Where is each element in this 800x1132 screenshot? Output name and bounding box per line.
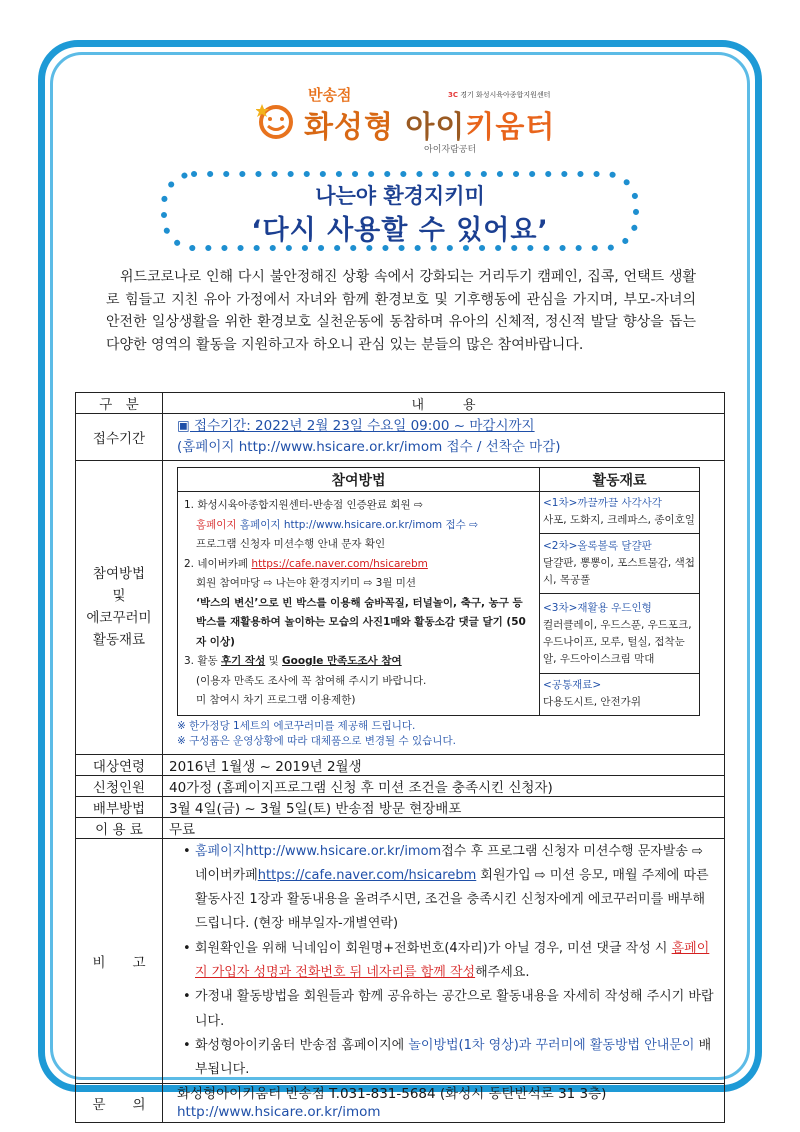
remarks-label: 비 고 — [76, 838, 163, 1084]
header-col2: 내 용 — [163, 393, 725, 414]
remark-2 — [195, 937, 716, 986]
remark-4-highlight: 놀이방법(1차 영상)과 꾸러미에 활동방법 안내문이 — [408, 1037, 695, 1053]
reception-homepage: (홈페이지 http://www.hsicare.or.kr/imom 접수 / 선착순 마감) — [177, 439, 561, 455]
material-header: 활동재료 — [540, 468, 700, 492]
step1-homepage-label: 홈페이지 — [196, 518, 240, 531]
method-steps — [178, 492, 540, 716]
method-header: 참여방법 — [178, 468, 540, 492]
participation-label-1: 참여방법 — [92, 566, 146, 583]
center-badge — [448, 90, 550, 100]
reception-period: ▣ 접수기간: 2022년 2월 23일 수요일 09:00 ~ 마감시까지 — [177, 418, 535, 434]
fee-label: 이 용 료 — [76, 817, 163, 838]
contact-row — [76, 1084, 725, 1123]
remark-4-text: 화성형아이키움터 반송점 홈페이지에 — [195, 1037, 409, 1053]
participation-label-3: 에코꾸러미 — [86, 610, 152, 627]
logo-tagline: 아이자람공터 — [424, 145, 477, 155]
material-4-head: <공통재료> — [543, 679, 602, 692]
remark-2-highlight: 홈페이지 가입자 성명과 전화번호 뒤 네자리를 함께 작성 — [195, 940, 710, 980]
note-1: ※ 한가정당 1세트의 에코꾸러미를 제공해 드립니다. — [177, 719, 416, 732]
reception-label: 접수기간 — [76, 414, 163, 461]
participation-content — [163, 461, 725, 755]
step2-prefix: 2. 네이버카페 — [184, 557, 252, 570]
step2-line1 — [184, 555, 533, 575]
reception-content — [163, 414, 725, 461]
logo-name-part3: 키움터 — [465, 110, 556, 145]
logo — [256, 78, 586, 158]
step3-and: 및 — [265, 655, 283, 667]
method-table — [177, 467, 700, 716]
material-4 — [540, 673, 700, 715]
distribution-row — [76, 796, 725, 817]
step1-homepage[interactable]: 홈페이지 http://www.hsicare.or.kr/imom 접수 ⇨ — [239, 518, 478, 531]
logo-sub-name: 반송점 — [308, 86, 352, 104]
logo-name-part1: 화성형 — [304, 110, 406, 145]
step3-review: 후기 작성 — [220, 655, 266, 667]
remarks-row — [76, 838, 725, 1084]
notes — [177, 719, 724, 749]
material-2 — [540, 533, 700, 594]
remark-3: • 가정내 활동방법을 회원들과 함께 공유하는 공간으로 활동내용을 자세히 작성해 주시기 바랍니다. — [195, 985, 716, 1034]
remark-1-homepage-label: 홈페이지 — [195, 843, 246, 859]
capacity-value: 40가정 (홈페이지프로그램 신청 후 미션 조건을 충족시킨 신청자) — [163, 775, 725, 796]
remark-4-text-2: 배부됩니다. — [195, 1037, 712, 1078]
capacity-label: 신청인원 — [76, 775, 163, 796]
remark-1-cafe-link[interactable]: https://cafe.naver.com/hsicarebm — [257, 867, 477, 883]
logo-name-part2: 아이 — [405, 110, 466, 145]
remark-1-text: 접수 후 프로그램 신청자 미션수행 문자발송 ⇨ 네이버카페 — [195, 843, 703, 883]
logo-main-name — [304, 102, 555, 146]
step1-line1: 1. 화성시육아종합지원센터-반송점 인증완료 회원 ⇨ — [184, 499, 423, 511]
step2-line2: 회원 참여마당 ⇨ 나는야 환경지키미 ⇨ 3월 미션 — [196, 577, 417, 589]
material-3-body: 컬러클레이, 우드스푼, 우드포크, 우드나이프, 모루, 털실, 접착눈알, 우드아이스크림 막대 — [543, 618, 692, 665]
remark-2-text: 회원확인을 위해 닉네임이 회원명+전화번호(4자리)가 아닐 경우, 미션 댓글 작성 시 — [195, 940, 672, 956]
title-line2: ‘다시 사용할 수 있어요’ — [251, 215, 549, 246]
remark-1-homepage-link[interactable]: http://www.hsicare.or.kr/imom — [245, 843, 442, 859]
material-3 — [540, 594, 700, 674]
contact-label: 문 의 — [76, 1084, 163, 1123]
reception-row — [76, 414, 725, 461]
distribution-value: 3월 4일(금) ~ 3월 5일(토) 반송점 방문 현장배포 — [163, 796, 725, 817]
contact-address: 화성형아이키움터 반송점 T.031-831-5684 (화성시 동탄반석로 31 3층) — [177, 1086, 607, 1103]
center-badge-text: 경기 화성시육아종합지원센터 — [460, 91, 551, 99]
step3-line1 — [184, 652, 533, 672]
step3-line3: 미 참여시 차기 프로그램 이용제한) — [196, 694, 356, 706]
step1-line2 — [184, 516, 533, 536]
participation-label-2: 및 — [112, 588, 126, 605]
step1-line3: 프로그램 신청자 미션수행 안내 문자 확인 — [196, 538, 386, 550]
material-1-head: <1차>까끌까끌 사각사각 — [543, 497, 662, 510]
target-age-label: 대상연령 — [76, 754, 163, 775]
material-4-body: 다용도시트, 안전가위 — [543, 696, 641, 709]
remark-4 — [195, 1034, 716, 1083]
material-2-body: 달걀판, 뽕뽕이, 포스트물감, 색첩시, 목공풀 — [543, 556, 695, 586]
capacity-row — [76, 775, 725, 796]
step3-survey: Google 만족도조사 참여 — [282, 655, 402, 667]
cafe-link[interactable]: https://cafe.naver.com/hsicarebm — [251, 557, 428, 570]
header-col1: 구 분 — [76, 393, 163, 414]
material-2-head: <2차>올록볼록 달걀판 — [543, 539, 652, 552]
material-1 — [540, 492, 700, 534]
participation-label — [76, 461, 163, 755]
contact-url[interactable]: http://www.hsicare.or.kr/imom — [177, 1104, 381, 1121]
intro-paragraph: 위드코로나로 인해 다시 불안정해진 상황 속에서 강화되는 거리두기 캠페인, 집콕, 언택트 생활로 힘들고 지친 유아 가정에서 자녀와 함께 환경보호 및 기후행동에 관심을 가지며, 부모-자녀의 안전한 일상생활을 위한 환경보호 실천운동에 동참하며 유아의 신체적, 정신적 발달 향상을 돕는 다양한 영역의 활동을 지원하고자 하오니 관심 있는 분들의 많은 참여바랍니다. — [106, 269, 696, 353]
step3-line2: (이용자 만족도 조사에 꼭 참여해 주시기 바랍니다. — [196, 674, 427, 687]
distribution-label: 배부방법 — [76, 796, 163, 817]
remarks-content — [163, 838, 725, 1084]
fee-row — [76, 817, 725, 838]
info-table — [75, 392, 725, 1123]
title-box — [160, 170, 640, 252]
target-age-row — [76, 754, 725, 775]
material-1-body: 사포, 도화지, 크레파스, 종이호일 — [543, 514, 695, 527]
note-2: ※ 구성품은 운영상황에 따라 대체품으로 변경될 수 있습니다. — [177, 734, 456, 747]
target-age-value: 2016년 1월생 ~ 2019년 2월생 — [163, 754, 725, 775]
remark-2-text-2: 해주세요. — [475, 964, 530, 980]
participation-row — [76, 461, 725, 755]
material-3-head: <3차>재활용 우드인형 — [543, 601, 652, 614]
remark-1-text-2: 회원가입 ⇨ 미션 응모, 매월 주제에 따른 활동사진 1장과 활동내용을 올려주시면, 조건을 충족시킨 신청자에게 에코꾸러미를 배부해드립니다. (현장 배부일자-개별연락) — [195, 867, 709, 932]
smile-logo-icon — [256, 100, 296, 140]
step3-prefix: 3. 활동 — [184, 655, 221, 667]
fee-value: 무료 — [163, 817, 725, 838]
title-line1: 나는야 환경지키미 — [315, 184, 485, 208]
contact-content — [163, 1084, 725, 1123]
table-header-row — [76, 393, 725, 414]
remark-1 — [195, 840, 716, 937]
participation-label-4: 활동재료 — [92, 632, 146, 649]
step2-mission: ‘박스의 변신’으로 빈 박스를 이용해 숨바꼭질, 터널놀이, 축구, 농구 등 박스를 재활용하여 놀이하는 모습의 사진1매와 활동소감 댓글 달기 (50자 이상) — [196, 596, 526, 648]
center-badge-mark: 3C — [448, 91, 459, 99]
